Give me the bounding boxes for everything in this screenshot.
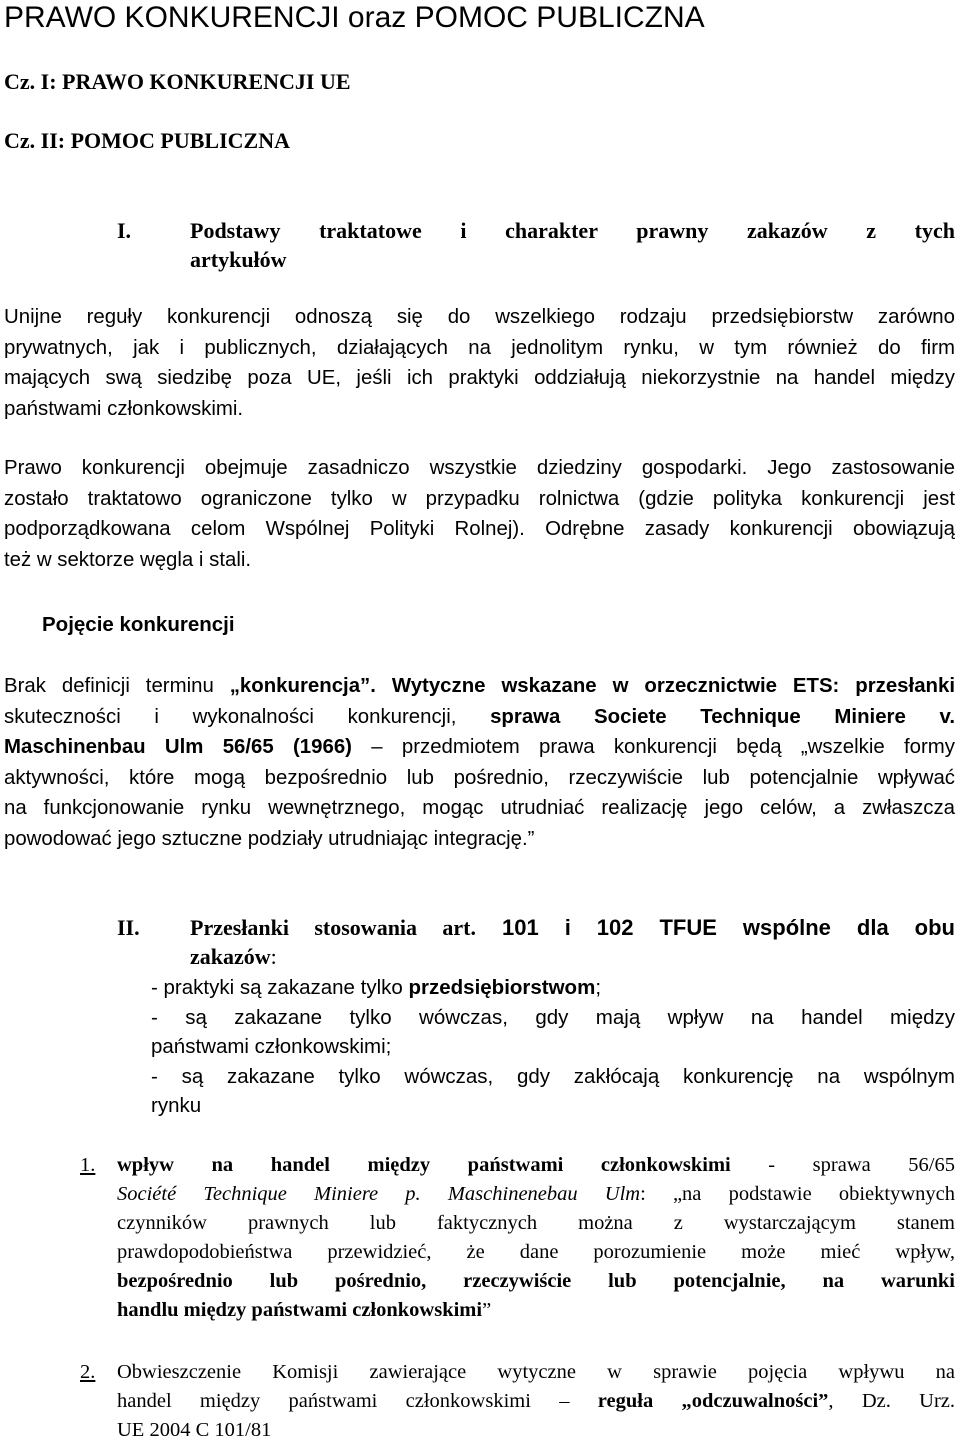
list-line: prawdopodobieństwa przewidzieć, że dane porozumienie może mieć wpływ, — [117, 1241, 955, 1263]
part-two-heading: Cz. II: POMOC PUBLICZNA — [4, 128, 290, 153]
paragraph-line: państwami członkowskimi. — [4, 397, 244, 420]
list-item-trade-effect — [117, 1151, 955, 1325]
paragraph-line: prywatnych, jak i publicznych, działających na jednolitym rynku, w tym również do firm — [4, 336, 955, 359]
list-line: Société Technique Miniere p. Maschinenebau Ulm: „na podstawie obiektywnych — [117, 1183, 955, 1205]
paragraph-scope — [4, 453, 955, 575]
list-line: wpływ na handel między państwami członkowskimi - sprawa 56/65 — [117, 1154, 955, 1176]
paragraph-definition — [4, 671, 955, 854]
paragraph-line: Prawo konkurencji obejmuje zasadniczo wszystkie dziedziny gospodarki. Jego zastosowanie — [4, 457, 955, 479]
premise-item-continuation: państwami członkowskimi; — [151, 1035, 392, 1058]
part-one-heading: Cz. I: PRAWO KONKURENCJI UE — [4, 69, 351, 94]
section-two-numeral: II. — [117, 915, 140, 940]
section-one-heading — [190, 216, 955, 274]
paragraph-line: na funkcjonowanie rynku wewnętrznego, mogąc utrudniać realizację jego celów, a zwłaszcza — [4, 797, 955, 819]
list-item-commission-notice — [117, 1358, 955, 1445]
paragraph-line: aktywności, które mogą bezpośrednio lub pośrednio, rzeczywiście lub potencjalnie wpływać — [4, 766, 955, 789]
list-line: handel między państwami członkowskimi – reguła „odczuwalności”, Dz. Urz. — [117, 1390, 955, 1412]
subheading-competition-concept: Pojęcie konkurencji — [42, 613, 235, 636]
list-number-1: 1. — [80, 1154, 96, 1176]
section-one-numeral: I. — [117, 218, 132, 243]
list-number-2: 2. — [80, 1361, 96, 1383]
paragraph-line: Unijne reguły konkurencji odnoszą się do wszelkiego rodzaju przedsiębiorstw zarówno — [4, 306, 955, 328]
premise-item: - praktyki są zakazane tylko przedsiębiorstwom; — [151, 976, 602, 999]
list-line: czynników prawnych lub faktycznych można z wystarczającym stanem — [117, 1212, 955, 1234]
list-line: handlu między państwami członkowskimi” — [117, 1299, 492, 1321]
section-two-heading-line-2: zakazów: — [190, 944, 277, 969]
section-one-heading-line-1: Podstawy traktatowe i charakter prawny zakazów z tych — [190, 218, 955, 243]
paragraph-enterprises — [4, 302, 955, 424]
paragraph-line: powodować jego sztuczne podziały utrudniając integrację.” — [4, 827, 535, 850]
premises-list — [151, 973, 955, 1121]
section-two-heading — [190, 913, 955, 971]
paragraph-line: mających swą siedzibę poza UE, jeśli ich praktyki oddziałują niekorzystnie na handel między — [4, 367, 955, 389]
paragraph-line: Maschinenbau Ulm 56/65 (1966) – przedmiotem prawa konkurencji będą „wszelkie formy — [4, 736, 955, 758]
premise-item-continuation: rynku — [151, 1094, 202, 1117]
list-line: bezpośrednio lub pośrednio, rzeczywiście lub potencjalnie, na warunki — [117, 1270, 955, 1292]
paragraph-line: zostało traktatowo ograniczone tylko w przypadku rolnictwa (gdzie polityka konkurencji jest — [4, 487, 955, 510]
premise-item: - są zakazane tylko wówczas, gdy zakłócają konkurencję na wspólnym — [151, 1064, 955, 1088]
paragraph-line: skuteczności i wykonalności konkurencji, sprawa Societe Technique Miniere v. — [4, 705, 955, 728]
section-two-heading-line-1: Przesłanki stosowania art. 101 i 102 TFUE wspólne dla obu — [190, 915, 955, 940]
list-line: UE 2004 C 101/81 — [117, 1419, 272, 1441]
premise-item: - są zakazane tylko wówczas, gdy mają wpływ na handel między — [151, 1005, 955, 1029]
list-line: Obwieszczenie Komisji zawierające wytyczne w sprawie pojęcia wpływu na — [117, 1361, 955, 1383]
paragraph-line: Brak definicji terminu „konkurencja”. Wytyczne wskazane w orzecznictwie ETS: przesłanki — [4, 675, 955, 697]
paragraph-line: też w sektorze węgla i stali. — [4, 548, 252, 571]
document-title: PRAWO KONKURENCJI oraz POMOC PUBLICZNA — [4, 1, 705, 34]
paragraph-line: podporządkowana celom Wspólnej Polityki Rolnej). Odrębne zasady konkurencji obowiązują — [4, 518, 955, 540]
section-one-heading-line-2: artykułów — [190, 247, 287, 272]
